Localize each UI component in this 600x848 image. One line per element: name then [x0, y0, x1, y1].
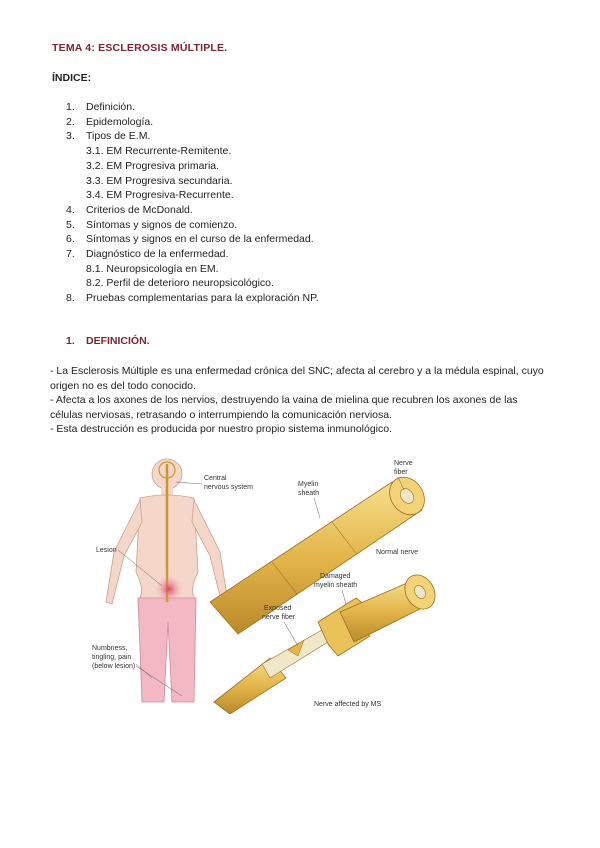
toc-number: 2.: [66, 115, 75, 128]
label-myelin-line2: sheath: [298, 490, 320, 497]
ms-illustration-svg: [92, 452, 452, 714]
label-exposed-line2: nerve fiber: [262, 614, 296, 621]
toc-text: Síntomas y signos en el curso de la enfermedad.: [86, 233, 314, 246]
label-myelin-line1: Myelin: [298, 481, 319, 488]
toc-item: [66, 129, 319, 144]
label-numbness-line1: Numbness,: [92, 645, 128, 652]
table-of-contents: [66, 100, 319, 306]
label-damaged-line1: Damaged: [320, 573, 351, 580]
toc-subitem: [66, 188, 319, 203]
label-damaged-line2: myelin sheath: [314, 582, 358, 589]
toc-text: Epidemología.: [86, 115, 154, 128]
lesion-spot: [155, 575, 183, 603]
toc-text: 3.1. EM Recurrente-Remitente.: [86, 145, 232, 158]
toc-subitem: [66, 262, 319, 277]
paragraph: - Afecta a los axones de los nervios, destruyendo la vaina de mielina que recubren los axones de las células nerviosas, retrasando o interrumpiendo la comunicación nerviosa.: [50, 394, 518, 421]
label-cns-line2: nervous system: [204, 484, 254, 491]
label-lesion: Lesion: [96, 547, 117, 554]
paragraph: - Esta destrucción es producida por nuestro propio sistema inmunológico.: [50, 423, 393, 436]
toc-item: [66, 291, 319, 306]
toc-number: 7.: [66, 248, 75, 261]
toc-number: 4.: [66, 203, 75, 216]
label-numbness-line2: tingling, pain: [92, 654, 132, 661]
toc-text: Diagnóstico de la enfermedad.: [86, 248, 229, 261]
toc-number: 3.: [66, 130, 75, 143]
label-nerve-fiber-line2: fiber: [394, 469, 408, 476]
toc-text: Pruebas complementarias para la exploración NP.: [86, 292, 319, 305]
toc-text: Definición.: [86, 101, 136, 113]
section-number: 1.: [66, 335, 75, 347]
toc-text: 8.1. Neuropsicología en EM.: [86, 262, 219, 275]
toc-text: Criterios de McDonald.: [86, 203, 193, 216]
document-title: TEMA 4: ESCLEROSIS MÚLTIPLE.: [52, 42, 228, 54]
section-title: DEFINICIÓN.: [86, 335, 150, 347]
toc-subitem: [66, 276, 319, 291]
label-nerve-fiber-line1: Nerve: [394, 460, 413, 467]
toc-number: 8.: [66, 292, 75, 305]
toc-text: 3.4. EM Progresiva-Recurrente.: [86, 189, 234, 202]
toc-item: [66, 247, 319, 262]
toc-subitem: [66, 144, 319, 159]
toc-number: 1.: [66, 101, 75, 113]
toc-text: Síntomas y signos de comienzo.: [86, 218, 238, 231]
toc-item: [66, 203, 319, 218]
ms-illustration: [92, 452, 452, 714]
index-heading: ÍNDICE:: [52, 72, 92, 84]
toc-subitem: [66, 174, 319, 189]
label-affected-nerve: Nerve affected by MS: [314, 701, 382, 708]
label-exposed-line1: Exposed: [264, 605, 292, 612]
section-heading: [66, 335, 150, 347]
toc-text: Tipos de E.M.: [86, 130, 151, 143]
toc-item: [66, 232, 319, 247]
toc-text: 8.2. Perfil de deterioro neuropsicológico.: [86, 277, 274, 290]
label-cns-line1: Central: [204, 475, 227, 482]
toc-item: [66, 100, 319, 115]
toc-text: 3.3. EM Progresiva secundaria.: [86, 174, 233, 187]
toc-number: 5.: [66, 218, 75, 231]
toc-item: [66, 115, 319, 130]
toc-number: 6.: [66, 233, 75, 246]
toc-text: 3.2. EM Progresiva primaria.: [86, 159, 220, 172]
toc-subitem: [66, 159, 319, 174]
label-numbness-line3: (below lesion): [92, 663, 136, 670]
toc-item: [66, 218, 319, 233]
paragraph: - La Esclerosis Múltiple es una enfermedad crónica del SNC; afecta al cerebro y a la médula espinal, cuyo origen no es del todo conocido.: [50, 365, 544, 392]
label-normal-nerve: Normal nerve: [376, 549, 419, 556]
definition-body: [50, 364, 552, 437]
